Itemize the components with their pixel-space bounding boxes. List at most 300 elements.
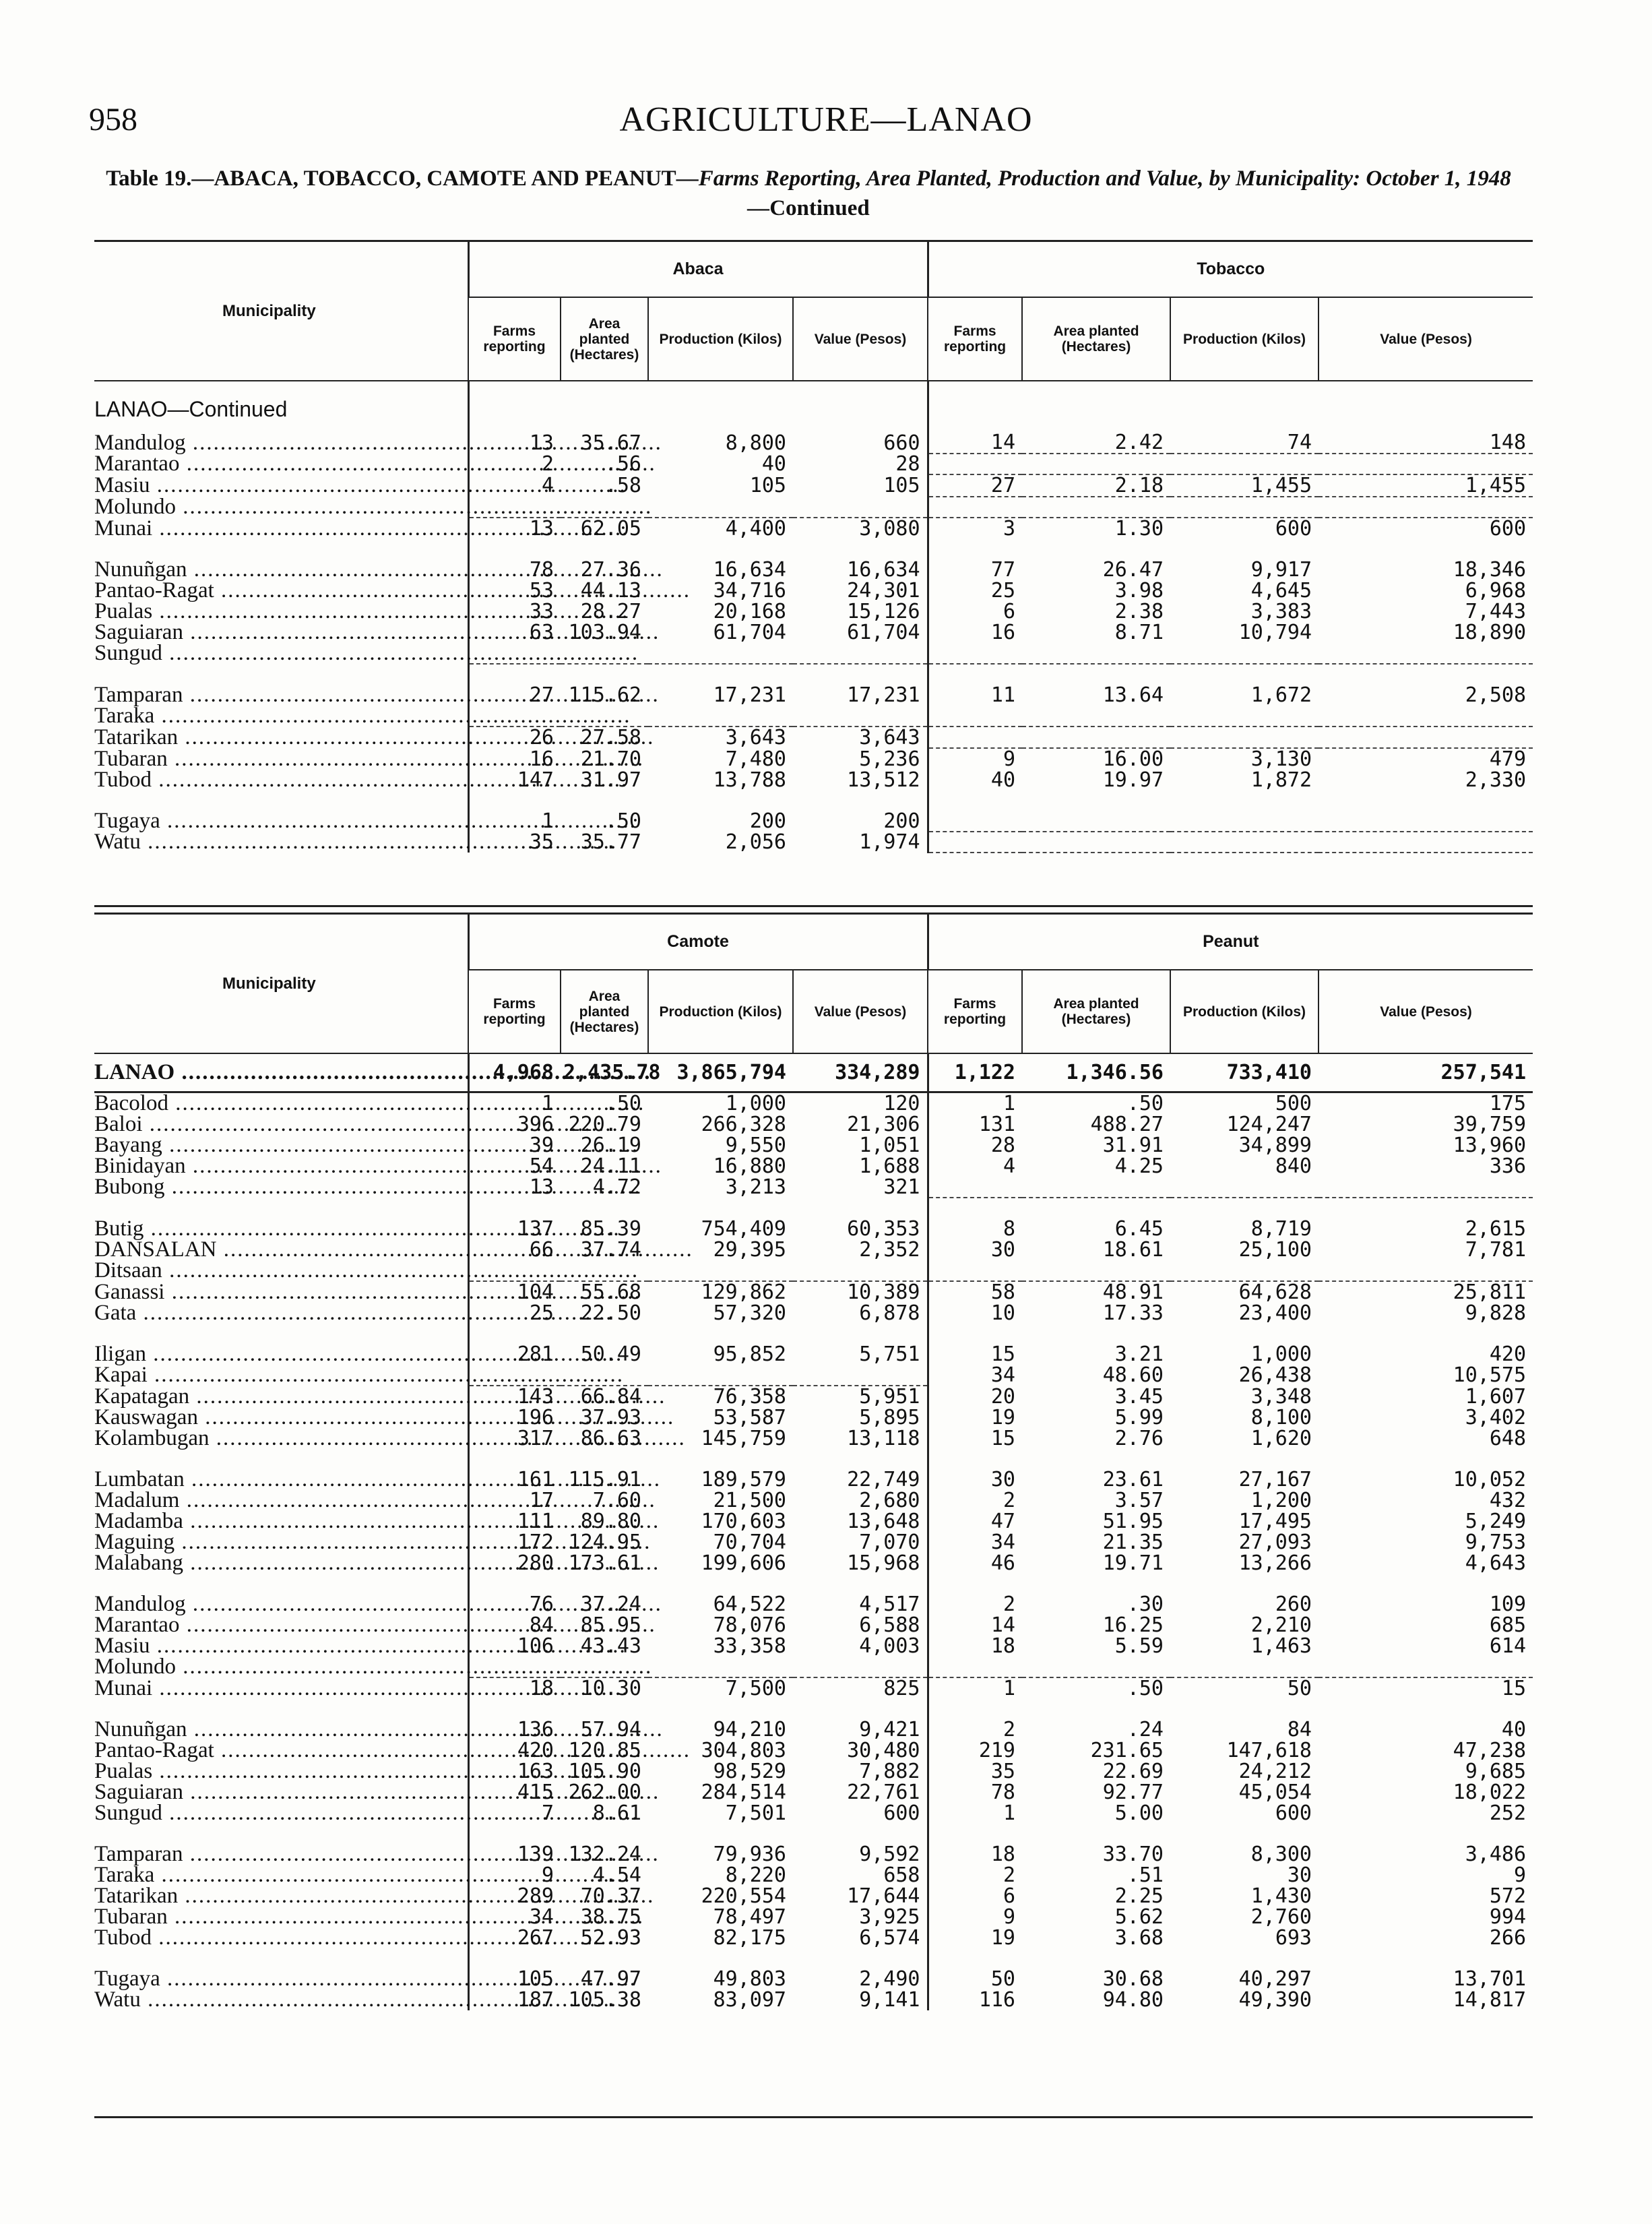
peanut-farms-cell: 131 [928, 1114, 1022, 1135]
tobacco-production-cell: 4,645 [1250, 579, 1312, 603]
peanut-area-cell: 18.61 [1102, 1238, 1164, 1262]
table-row [94, 1114, 1533, 1135]
peanut-area-cell: 48.60 [1102, 1363, 1164, 1387]
peanut-production-cell: 147,618 [1226, 1739, 1312, 1762]
abaca-value-cell: 3,643 [859, 726, 920, 749]
peanut-farms-cell: 34 [928, 1532, 1022, 1553]
abaca-area-cell: 62.05 [580, 517, 641, 540]
camote-production-cell: 29,395 [713, 1238, 786, 1262]
peanut-production-cell: 30 [1287, 1863, 1312, 1887]
peanut-production-cell: 1,620 [1250, 1427, 1312, 1450]
peanut-production-cell: 23,400 [1238, 1301, 1312, 1325]
table-row [94, 1407, 1533, 1428]
table-row [94, 497, 1533, 518]
camote-production-cell [648, 1657, 793, 1677]
tobacco-farms-cell [928, 706, 1022, 727]
table-row [94, 811, 1533, 832]
tobacco-farms-cell [928, 811, 1022, 832]
camote-area-cell: 4.72 [592, 1175, 641, 1199]
camote-area-cell: 86.63 [580, 1427, 641, 1450]
tobacco-value-cell: 1,455 [1319, 474, 1533, 497]
col-value-abaca: Value (Pesos) [793, 297, 928, 381]
peanut-area-cell: 23.61 [1102, 1468, 1164, 1491]
peanut-farms-cell: 58 [928, 1281, 1022, 1303]
abaca-value-cell: 3,080 [859, 517, 920, 540]
peanut-production-cell [1170, 1260, 1319, 1281]
tobacco-production-cell: 600 [1275, 517, 1312, 540]
municipality-name: Gata ..... [94, 1303, 468, 1324]
peanut-value-cell: 3,486 [1465, 1843, 1527, 1866]
municipality-header: Municipality [222, 974, 316, 993]
table-row [94, 1239, 1533, 1260]
group-spacer [94, 539, 1533, 559]
camote-area-cell: 105.38 [568, 1988, 641, 2012]
group-spacer [94, 1948, 1533, 1969]
municipality-name: Kapai ..... [94, 1365, 468, 1386]
municipality-name: Madamba ..... [94, 1511, 468, 1532]
municipality-name: Nunuñgan ..... [94, 1719, 468, 1740]
tobacco-production-cell: 10,794 [1238, 621, 1312, 644]
peanut-area-cell: 33.70 [1102, 1843, 1164, 1866]
camote-value-cell: 13,648 [847, 1510, 920, 1533]
page-number: 958 [89, 102, 137, 137]
abaca-production-cell: 105 [749, 474, 786, 497]
camote-production-cell: 7,500 [725, 1677, 786, 1700]
tobacco-area-cell: 3.98 [1114, 579, 1164, 603]
page-title: AGRICULTURE—LANAO [619, 100, 1033, 139]
peanut-value-cell [1319, 1260, 1533, 1281]
col-value-tobacco: Value (Pesos) [1319, 297, 1533, 381]
peanut-value-cell [1319, 1657, 1533, 1677]
tobacco-area-cell: 2.18 [1022, 474, 1170, 497]
peanut-farms-cell: 78 [928, 1782, 1022, 1803]
municipality-name: Binidayan ..... [94, 1156, 468, 1177]
camote-value-cell: 825 [883, 1677, 920, 1700]
caption-tail: Continued [769, 196, 870, 220]
tobacco-group-header: Tobacco [928, 241, 1533, 297]
abaca-area-cell: 27.58 [580, 726, 641, 749]
camote-area-cell: 115.91 [568, 1468, 641, 1491]
peanut-value-cell: 994 [1489, 1905, 1527, 1929]
camote-farms-cell: 84 [468, 1615, 561, 1636]
abaca-production-cell: 17,231 [713, 683, 786, 707]
abaca-production-cell [648, 706, 793, 727]
municipality-name: Baloi ..... [94, 1114, 468, 1135]
abaca-value-cell: 105 [883, 474, 920, 497]
camote-production-cell: 3,213 [725, 1175, 786, 1199]
camote-area-cell: 57.94 [580, 1718, 641, 1741]
camote-area-cell: 66.84 [580, 1385, 641, 1409]
abaca-production-cell: 8,800 [725, 431, 786, 455]
tobacco-area-cell: 19.97 [1102, 768, 1164, 792]
peanut-value-cell: 9,753 [1465, 1531, 1527, 1554]
peanut-production-cell: 26,438 [1238, 1363, 1312, 1387]
camote-farms-cell: 105 [468, 1969, 561, 1989]
abaca-farms-cell: 35 [468, 832, 561, 853]
tobacco-area-cell [1022, 454, 1170, 474]
table-row [94, 580, 1533, 601]
table-row [94, 1386, 1533, 1407]
camote-farms-cell: 317 [468, 1428, 561, 1449]
table-row [94, 1365, 1533, 1386]
table-row [94, 1761, 1533, 1782]
camote-area-cell: 22.50 [580, 1301, 641, 1325]
camote-area-cell: 4.54 [592, 1863, 641, 1887]
camote-value-cell: 1,051 [859, 1134, 920, 1157]
tobacco-area-cell: 16.00 [1102, 747, 1164, 771]
caption-lead: Table 19.—ABACA, TOBACCO, CAMOTE AND PEANUT— [106, 166, 699, 191]
camote-farms-cell: 17 [468, 1490, 561, 1511]
camote-area-cell: 105.90 [568, 1760, 641, 1783]
table-row [94, 1657, 1533, 1677]
peanut-area-cell: 31.91 [1102, 1134, 1164, 1157]
camote-production-cell: 53,587 [713, 1406, 786, 1429]
peanut-farms-cell: 46 [928, 1553, 1022, 1574]
group-spacer [94, 1824, 1533, 1844]
peanut-value-cell: 2,615 [1465, 1217, 1527, 1241]
camote-value-cell: 9,592 [859, 1843, 920, 1866]
municipality-name: Saguiaran ..... [94, 1782, 468, 1803]
peanut-farms-cell: 2 [928, 1594, 1022, 1615]
camote-production-cell: 129,862 [701, 1280, 786, 1304]
abaca-farms-cell: 63 [468, 622, 561, 643]
municipality-name: Pualas ..... [94, 601, 468, 622]
abaca-tobacco-table [94, 241, 1533, 853]
peanut-area-cell: 2.76 [1114, 1427, 1164, 1450]
table-row [94, 474, 1533, 497]
camote-farms-cell: 25 [468, 1303, 561, 1324]
municipality-name: Bacolod ..... [94, 1092, 468, 1115]
peanut-value-cell: 9,828 [1465, 1301, 1527, 1325]
municipality-name: Tubod ..... [94, 770, 468, 791]
tobacco-value-cell [1319, 643, 1533, 664]
peanut-area-cell: 3.68 [1114, 1926, 1164, 1950]
camote-farms-cell: 76 [468, 1594, 561, 1615]
abaca-production-cell: 2,056 [725, 830, 786, 854]
camote-production-cell [648, 1365, 793, 1386]
peanut-farms-cell: 28 [928, 1135, 1022, 1156]
peanut-group-header: Peanut [928, 914, 1533, 970]
abaca-area-cell: 35.77 [580, 830, 641, 854]
table-row [94, 1907, 1533, 1927]
municipality-name: Masiu ..... [94, 1636, 468, 1657]
col-production-abaca: Production (Kilos) [648, 297, 793, 381]
tobacco-value-cell [1319, 727, 1533, 748]
camote-area-cell: 262.00 [568, 1781, 641, 1804]
peanut-value-cell: 13,960 [1453, 1134, 1527, 1157]
camote-value-cell: 658 [883, 1863, 920, 1887]
peanut-farms-cell: 2 [928, 1490, 1022, 1511]
camote-production-cell: 266,328 [701, 1113, 786, 1136]
camote-area-cell: 38.75 [580, 1905, 641, 1929]
col-area-camote: Area planted (Hectares) [561, 970, 648, 1053]
table-row [94, 1719, 1533, 1740]
table-row [94, 601, 1533, 622]
peanut-farms-cell: 219 [928, 1740, 1022, 1761]
tobacco-area-cell [1022, 832, 1170, 853]
camote-production-cell: 95,852 [713, 1342, 786, 1366]
camote-value-cell [793, 1365, 928, 1386]
camote-value-cell [793, 1260, 928, 1281]
municipality-name: Tugaya ..... [94, 811, 468, 832]
camote-area-cell: 8.61 [592, 1801, 641, 1825]
table-row [94, 1218, 1533, 1239]
abaca-value-cell: 5,236 [859, 747, 920, 771]
group-spacer [94, 1574, 1533, 1594]
table-row [94, 1969, 1533, 1989]
tobacco-production-cell: 1,455 [1170, 474, 1319, 497]
table-row [94, 1594, 1533, 1615]
municipality-name: Taraka ..... [94, 1865, 468, 1886]
tobacco-farms-cell: 14 [928, 432, 1022, 454]
abaca-value-cell: 28 [895, 452, 920, 476]
col-farms-peanut: Farms reporting [928, 970, 1022, 1053]
abaca-area-cell: 35.67 [580, 431, 641, 455]
peanut-farms-cell: 1 [928, 1677, 1022, 1699]
abaca-value-cell: 660 [883, 431, 920, 455]
camote-production-cell: 33,358 [713, 1634, 786, 1658]
municipality-name: Pualas ..... [94, 1761, 468, 1782]
peanut-area-cell: 6.45 [1114, 1217, 1164, 1241]
peanut-value-cell: 266 [1489, 1926, 1527, 1950]
peanut-area-cell: 48.91 [1102, 1280, 1164, 1304]
abaca-production-cell: 13,788 [713, 768, 786, 792]
peanut-farms-cell: 30 [928, 1239, 1022, 1260]
peanut-production-cell: 17,495 [1238, 1510, 1312, 1533]
peanut-production-cell: 8,100 [1250, 1406, 1312, 1429]
tobacco-farms-cell [928, 727, 1022, 748]
peanut-farms-cell: 19 [928, 1927, 1022, 1948]
tobacco-production-cell [1170, 832, 1319, 853]
peanut-value-cell: 109 [1489, 1593, 1527, 1616]
municipality-name: Bubong ..... [94, 1177, 468, 1198]
tobacco-area-cell [1022, 706, 1170, 727]
abaca-farms-cell: 53 [468, 580, 561, 601]
section-label: LANAO—Continued [94, 381, 468, 432]
table-row [94, 432, 1533, 454]
municipality-name: Taraka ..... [94, 706, 468, 727]
camote-farms-cell: 7 [468, 1803, 561, 1824]
table-row [94, 1532, 1533, 1553]
camote-farms-cell: 34 [468, 1907, 561, 1927]
camote-area-cell: 120.85 [568, 1739, 641, 1762]
table-separator [94, 905, 1533, 915]
peanut-production-cell: 124,247 [1226, 1113, 1312, 1136]
peanut-production-cell: 3,348 [1250, 1384, 1312, 1409]
camote-value-cell: 6,878 [859, 1301, 920, 1325]
peanut-production-cell: 50 [1287, 1677, 1312, 1700]
tobacco-area-cell: 1.30 [1114, 517, 1164, 540]
peanut-area-cell: .30 [1126, 1593, 1164, 1616]
abaca-production-cell: 20,168 [713, 600, 786, 623]
abaca-farms-cell: 16 [468, 748, 561, 770]
abaca-value-cell [793, 643, 928, 664]
municipality-name: Masiu ..... [94, 474, 468, 497]
municipality-name: Ditsaan ..... [94, 1260, 468, 1281]
col-value-peanut: Value (Pesos) [1319, 970, 1533, 1053]
total-camote-value: 334,289 [793, 1053, 928, 1092]
peanut-value-cell: 25,811 [1453, 1280, 1527, 1304]
tobacco-area-cell: 26.47 [1102, 558, 1164, 582]
table-row [94, 622, 1533, 643]
peanut-production-cell [1170, 1177, 1319, 1198]
camote-farms-cell: 163 [468, 1761, 561, 1782]
municipality-name: Munai ..... [94, 1677, 468, 1699]
camote-production-cell: 78,497 [713, 1905, 786, 1929]
peanut-farms-cell: 14 [928, 1615, 1022, 1636]
peanut-production-cell: 1,430 [1250, 1884, 1312, 1908]
table-row [94, 770, 1533, 791]
camote-production-cell: 79,936 [713, 1843, 786, 1866]
camote-area-cell: 70.37 [580, 1884, 641, 1908]
peanut-area-cell [1022, 1657, 1170, 1677]
municipality-name: Lumbatan ..... [94, 1469, 468, 1490]
peanut-value-cell: 10,575 [1453, 1363, 1527, 1387]
peanut-value-cell: 15 [1501, 1677, 1527, 1700]
table-row [94, 1844, 1533, 1865]
camote-farms-cell: 66 [468, 1239, 561, 1260]
tobacco-value-cell: 18,346 [1453, 558, 1527, 582]
peanut-production-cell: 1,200 [1250, 1489, 1312, 1512]
camote-value-cell: 13,118 [847, 1427, 920, 1450]
col-production-peanut: Production (Kilos) [1170, 970, 1319, 1053]
camote-value-cell: 6,588 [859, 1613, 920, 1637]
municipality-name: Tubaran ..... [94, 1907, 468, 1927]
peanut-value-cell: 5,249 [1465, 1510, 1527, 1533]
camote-farms-cell: 196 [468, 1407, 561, 1428]
municipality-name: Madalum ..... [94, 1490, 468, 1511]
peanut-farms-cell: 9 [928, 1907, 1022, 1927]
table-row [94, 1490, 1533, 1511]
total-peanut-area: 1,346.56 [1022, 1053, 1170, 1092]
tobacco-production-cell [1170, 643, 1319, 664]
table-row [94, 1886, 1533, 1907]
tobacco-production-cell [1170, 454, 1319, 474]
tobacco-area-cell: 2.42 [1022, 432, 1170, 454]
camote-farms-cell: 420 [468, 1740, 561, 1761]
camote-value-cell: 1,688 [859, 1154, 920, 1178]
peanut-value-cell: 572 [1489, 1884, 1527, 1908]
camote-production-cell: 170,603 [701, 1510, 786, 1533]
table-row [94, 1469, 1533, 1490]
peanut-value-cell: 39,759 [1453, 1113, 1527, 1136]
municipality-name: Kolambugan ..... [94, 1428, 468, 1449]
abaca-area-cell: 27.36 [580, 558, 641, 582]
peanut-area-cell: 231.65 [1090, 1739, 1164, 1762]
camote-farms-cell: 415 [468, 1782, 561, 1803]
col-farms-abaca: Farms reporting [468, 297, 561, 381]
peanut-farms-cell: 30 [928, 1469, 1022, 1490]
group-spacer [94, 1699, 1533, 1719]
peanut-area-cell: 94.80 [1102, 1988, 1164, 2012]
peanut-farms-cell: 34 [928, 1365, 1022, 1386]
tobacco-area-cell: 2.38 [1114, 600, 1164, 623]
abaca-area-cell: .58 [604, 474, 641, 497]
peanut-value-cell: 9 [1513, 1863, 1527, 1887]
camote-area-cell: 7.60 [592, 1489, 641, 1512]
tobacco-farms-cell [928, 497, 1022, 518]
peanut-area-cell: 2.25 [1114, 1884, 1164, 1908]
peanut-value-cell: 432 [1489, 1489, 1527, 1512]
camote-peanut-table [94, 914, 1533, 2010]
total-peanut-production: 733,410 [1170, 1053, 1319, 1092]
col-area-peanut: Area planted (Hectares) [1022, 970, 1170, 1053]
camote-area-cell: 37.74 [580, 1238, 641, 1262]
tobacco-value-cell [1319, 497, 1533, 518]
abaca-production-cell: 40 [761, 452, 786, 476]
peanut-production-cell: 13,266 [1238, 1551, 1312, 1575]
camote-production-cell: 7,501 [725, 1801, 786, 1825]
peanut-area-cell: 21.35 [1102, 1531, 1164, 1554]
peanut-area-cell: 5.99 [1114, 1406, 1164, 1429]
peanut-area-cell [1022, 1177, 1170, 1198]
camote-area-cell: .50 [604, 1092, 641, 1115]
peanut-farms-cell: 1 [928, 1803, 1022, 1824]
camote-area-cell: 50.49 [580, 1342, 641, 1366]
camote-production-cell: 754,409 [701, 1217, 786, 1241]
camote-value-cell: 321 [883, 1175, 920, 1199]
group-spacer [94, 1198, 1533, 1218]
camote-area-cell: 43.43 [580, 1634, 641, 1658]
tobacco-area-cell: 8.71 [1114, 621, 1164, 644]
abaca-value-cell: 1,974 [859, 830, 920, 854]
tobacco-production-cell: 74 [1170, 432, 1319, 454]
peanut-value-cell: 3,402 [1465, 1406, 1527, 1429]
table-row [94, 1177, 1533, 1198]
abaca-farms-cell: 147 [468, 770, 561, 791]
tobacco-farms-cell [928, 454, 1022, 474]
peanut-value-cell: 14,817 [1453, 1988, 1527, 2012]
table-row [94, 1865, 1533, 1886]
camote-area-cell: 124.95 [568, 1531, 641, 1554]
camote-value-cell: 7,070 [859, 1531, 920, 1554]
tobacco-value-cell: 18,890 [1453, 621, 1527, 644]
peanut-production-cell: 8,719 [1250, 1217, 1312, 1241]
tobacco-value-cell: 2,330 [1465, 768, 1527, 792]
camote-farms-cell: 187 [468, 1989, 561, 2010]
table-row [94, 748, 1533, 770]
table-row [94, 1344, 1533, 1365]
camote-area-cell: 24.11 [580, 1154, 641, 1178]
abaca-farms-cell: 33 [468, 601, 561, 622]
peanut-farms-cell: 18 [928, 1636, 1022, 1657]
abaca-production-cell: 34,716 [713, 579, 786, 603]
municipality-name: Pantao-Ragat ..... [94, 580, 468, 601]
abaca-farms-cell: 2 [468, 454, 561, 474]
peanut-farms-cell: 19 [928, 1407, 1022, 1428]
peanut-production-cell: 64,628 [1238, 1280, 1312, 1304]
tobacco-area-cell [1022, 643, 1170, 664]
municipality-name: Maguing ..... [94, 1532, 468, 1553]
col-value-camote: Value (Pesos) [793, 970, 928, 1053]
camote-value-cell: 5,751 [859, 1342, 920, 1366]
tobacco-value-cell: 7,443 [1465, 600, 1527, 623]
table-row [94, 1553, 1533, 1574]
peanut-farms-cell: 10 [928, 1303, 1022, 1324]
camote-production-cell: 94,210 [713, 1718, 786, 1741]
tobacco-farms-cell: 25 [928, 580, 1022, 601]
peanut-farms-cell [928, 1177, 1022, 1198]
camote-farms-cell: 161 [468, 1469, 561, 1490]
peanut-value-cell: 336 [1489, 1154, 1527, 1178]
table-row [94, 1927, 1533, 1948]
tobacco-value-cell: 600 [1489, 517, 1527, 540]
group-spacer [94, 791, 1533, 811]
camote-value-cell: 21,306 [847, 1113, 920, 1136]
abaca-farms-cell: 4 [468, 474, 561, 497]
total-camote-area: 2,435.78 [561, 1053, 648, 1092]
camote-farms-cell: 396 [468, 1114, 561, 1135]
